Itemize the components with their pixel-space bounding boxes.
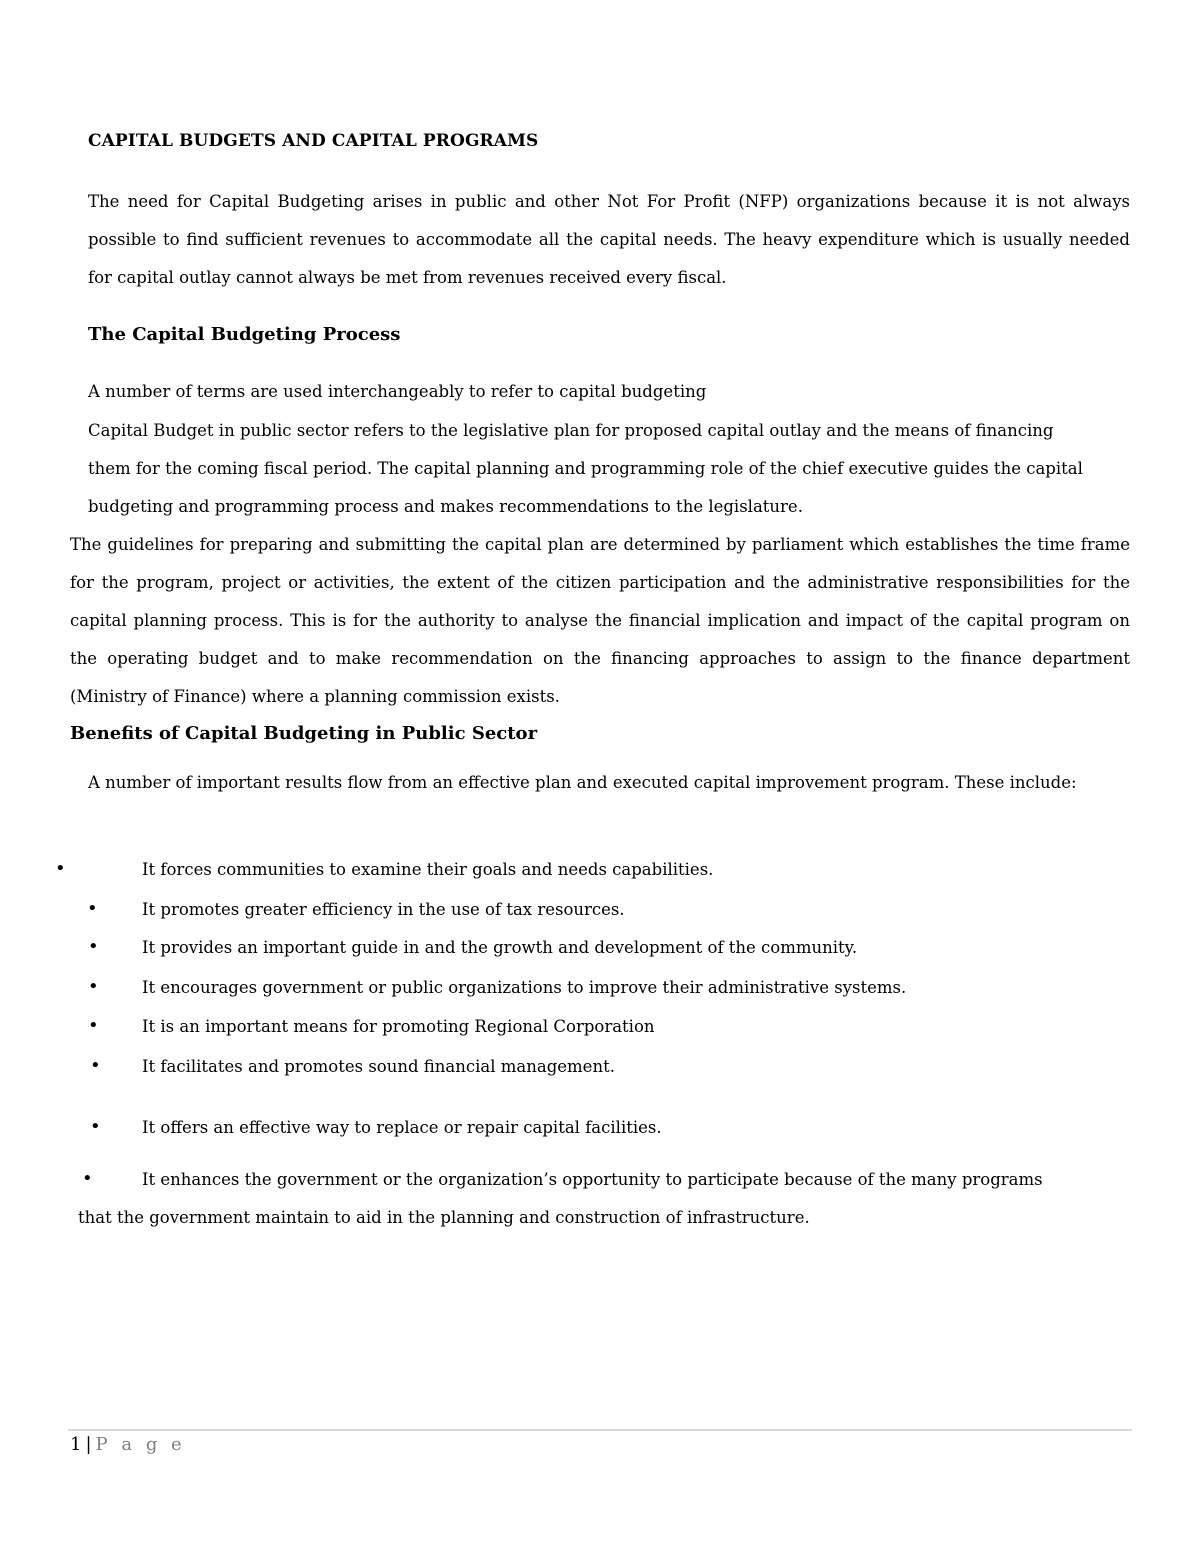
- benefits-heading: Benefits of Capital Budgeting in Public Sector: [70, 723, 538, 744]
- list-item: It enhances the government or the organization’s opportunity to participate because of the many programs: [142, 1170, 1043, 1189]
- page-number: 1: [70, 1434, 82, 1455]
- benefits-intro-paragraph: A number of important results flow from an effective plan and executed capital improvement program. These include:: [88, 773, 1077, 792]
- bullet-icon: •: [90, 1055, 101, 1076]
- bullet-icon: •: [90, 1116, 101, 1137]
- bullet-icon: •: [87, 898, 98, 919]
- footer-divider: [68, 1429, 1132, 1431]
- process-heading: The Capital Budgeting Process: [88, 324, 401, 345]
- guidelines-paragraph: The guidelines for preparing and submitting the capital plan are determined by parliament which establishes the time frame for the program, project or activities, the extent of the citizen participation and the administrative responsibilities for the capital planning process. This is for the authority to analyse the financial implication and impact of the capital program on the operating budget and to make recommendation on the financing approaches to assign to the finance department (Ministry of Finance) where a planning commission exists.: [70, 535, 1130, 706]
- list-item-continuation: that the government maintain to aid in the planning and construction of infrastructure.: [78, 1208, 810, 1227]
- list-item: It provides an important guide in and the growth and development of the community.: [142, 938, 858, 957]
- list-item: It forces communities to examine their goals and needs capabilities.: [142, 860, 714, 879]
- bullet-icon: •: [82, 1168, 93, 1189]
- process-paragraph: Capital Budget in public sector refers to the legislative plan for proposed capital outlay and the means of financing them for the coming fiscal period. The capital planning and programming role of the chief executive guides the capital budgeting and programming process and makes recommendations to the legislature.: [88, 421, 1083, 516]
- footer-separator: |: [85, 1434, 92, 1455]
- page-footer: [70, 1434, 186, 1455]
- list-item: It is an important means for promoting Regional Corporation: [142, 1017, 655, 1036]
- bullet-icon: •: [88, 976, 99, 997]
- list-item: It facilitates and promotes sound financial management.: [142, 1057, 615, 1076]
- bullet-icon: •: [88, 1015, 99, 1036]
- list-item: It offers an effective way to replace or repair capital facilities.: [142, 1118, 662, 1137]
- intro-paragraph: The need for Capital Budgeting arises in public and other Not For Profit (NFP) organizations because it is not always possible to find sufficient revenues to accommodate all the capital needs. The heavy expenditure which is usually needed for capital outlay cannot always be met from revenues received every fiscal.: [88, 192, 1130, 287]
- bullet-icon: •: [88, 936, 99, 957]
- bullet-icon: •: [55, 858, 66, 879]
- list-item: It encourages government or public organizations to improve their administrative systems.: [142, 978, 907, 997]
- list-item: It promotes greater efficiency in the use of tax resources.: [142, 900, 625, 919]
- document-title: CAPITAL BUDGETS AND CAPITAL PROGRAMS: [88, 131, 539, 151]
- process-line: A number of terms are used interchangeably to refer to capital budgeting: [88, 382, 707, 401]
- page-label: P a g e: [95, 1434, 186, 1455]
